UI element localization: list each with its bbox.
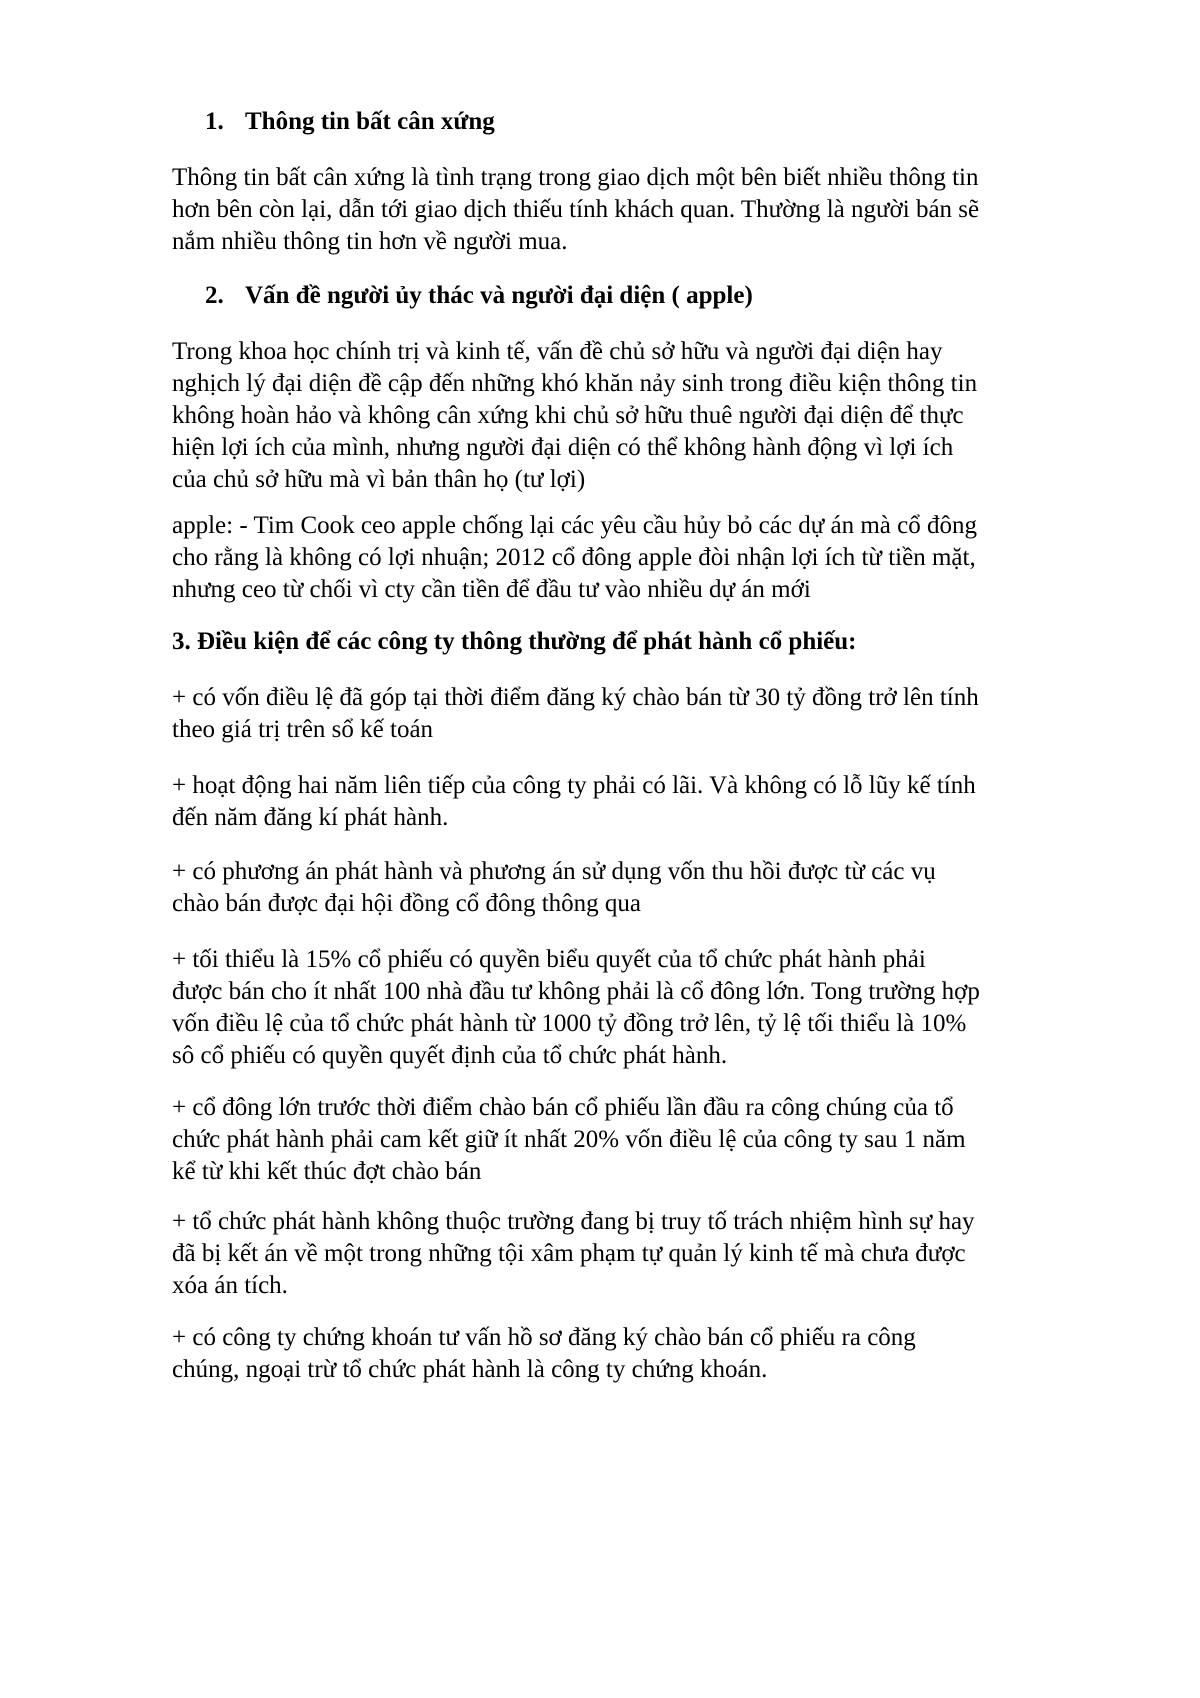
text-line: + tổ chức phát hành không thuộc trường đang bị truy tố trách nhiệm hình sự hay bbox=[172, 1208, 975, 1235]
text-line: nghịch lý đại diện đề cập đến những khó khăn nảy sinh trong điều kiện thông tin bbox=[172, 370, 978, 397]
section-2-heading bbox=[205, 280, 753, 312]
condition-item bbox=[172, 1206, 1102, 1302]
section-1-body bbox=[172, 162, 1102, 258]
text-line: chào bán được đại hội đồng cổ đông thông qua bbox=[172, 890, 642, 917]
condition-item bbox=[172, 944, 1102, 1072]
text-line: + tối thiểu là 15% cổ phiếu có quyền biểu quyết của tổ chức phát hành phải bbox=[172, 946, 926, 973]
text-line: không hoàn hảo và không cân xứng khi chủ sở hữu thuê người đại diện để thực bbox=[172, 402, 964, 429]
text-line: đến năm đăng kí phát hành. bbox=[172, 804, 449, 831]
text-line: apple: - Tim Cook ceo apple chống lại các yêu cầu hủy bỏ các dự án mà cổ đông bbox=[172, 512, 977, 539]
text-line: nhưng ceo từ chối vì cty cần tiền để đầu tư vào nhiều dự án mới bbox=[172, 576, 811, 603]
condition-item bbox=[172, 1322, 1102, 1386]
condition-item bbox=[172, 856, 1102, 920]
text-line: + cổ đông lớn trước thời điểm chào bán cổ phiếu lần đầu ra công chúng của tổ bbox=[172, 1094, 954, 1121]
section-3-heading: 3. Điều kiện để các công ty thông thường để phát hành cổ phiếu: bbox=[172, 628, 857, 655]
text-line: Trong khoa học chính trị và kinh tế, vấn đề chủ sở hữu và người đại diện hay bbox=[172, 338, 943, 365]
condition-item bbox=[172, 1092, 1102, 1188]
condition-item bbox=[172, 682, 1102, 746]
text-line: hiện lợi ích của mình, nhưng người đại diện có thể không hành động vì lợi ích bbox=[172, 434, 954, 461]
condition-item bbox=[172, 770, 1102, 834]
text-line: cho rằng là không có lợi nhuận; 2012 cổ đông apple đòi nhận lợi ích từ tiền mặt, bbox=[172, 544, 976, 571]
text-line: xóa án tích. bbox=[172, 1272, 288, 1299]
text-line: + có vốn điều lệ đã góp tại thời điểm đăng ký chào bán từ 30 tỷ đồng trở lên tính bbox=[172, 684, 979, 711]
text-line: hơn bên còn lại, dẫn tới giao dịch thiếu tính khách quan. Thường là người bán sẽ bbox=[172, 196, 980, 223]
text-line: + có công ty chứng khoán tư vấn hồ sơ đăng ký chào bán cổ phiếu ra công bbox=[172, 1324, 916, 1351]
text-line: + có phương án phát hành và phương án sử dụng vốn thu hồi được từ các vụ bbox=[172, 858, 936, 885]
section-1-heading bbox=[205, 106, 495, 138]
text-line: nắm nhiều thông tin hơn về người mua. bbox=[172, 228, 568, 255]
text-line: theo giá trị trên sổ kế toán bbox=[172, 716, 434, 743]
section-2-title: Vấn đề người ủy thác và người đại diện ( apple) bbox=[245, 282, 753, 309]
text-line: đã bị kết án về một trong những tội xâm phạm tự quản lý kinh tế mà chưa được bbox=[172, 1240, 966, 1267]
text-line: chúng, ngoại trừ tổ chức phát hành là công ty chứng khoán. bbox=[172, 1356, 768, 1383]
text-line: kể từ khi kết thúc đợt chào bán bbox=[172, 1158, 482, 1185]
section-1-number: 1. bbox=[205, 108, 224, 135]
text-line: được bán cho ít nhất 100 nhà đầu tư không phải là cổ đông lớn. Tong trường hợp bbox=[172, 978, 980, 1005]
section-2-body bbox=[172, 336, 1102, 496]
text-line: của chủ sở hữu mà vì bản thân họ (tư lợi) bbox=[172, 466, 586, 493]
text-line: vốn điều lệ của tổ chức phát hành từ 1000 tỷ đồng trở lên, tỷ lệ tối thiểu là 10% bbox=[172, 1010, 967, 1037]
section-2-number: 2. bbox=[205, 282, 224, 309]
text-line: Thông tin bất cân xứng là tình trạng trong giao dịch một bên biết nhiều thông tin bbox=[172, 164, 979, 191]
section-2-example bbox=[172, 510, 1102, 606]
section-1-title: Thông tin bất cân xứng bbox=[245, 108, 495, 135]
text-line: + hoạt động hai năm liên tiếp của công ty phải có lãi. Và không có lỗ lũy kế tính bbox=[172, 772, 976, 799]
text-line: chức phát hành phải cam kết giữ ít nhất 20% vốn điều lệ của công ty sau 1 năm bbox=[172, 1126, 966, 1153]
text-line: sô cổ phiếu có quyền quyết định của tổ chức phát hành. bbox=[172, 1042, 728, 1069]
